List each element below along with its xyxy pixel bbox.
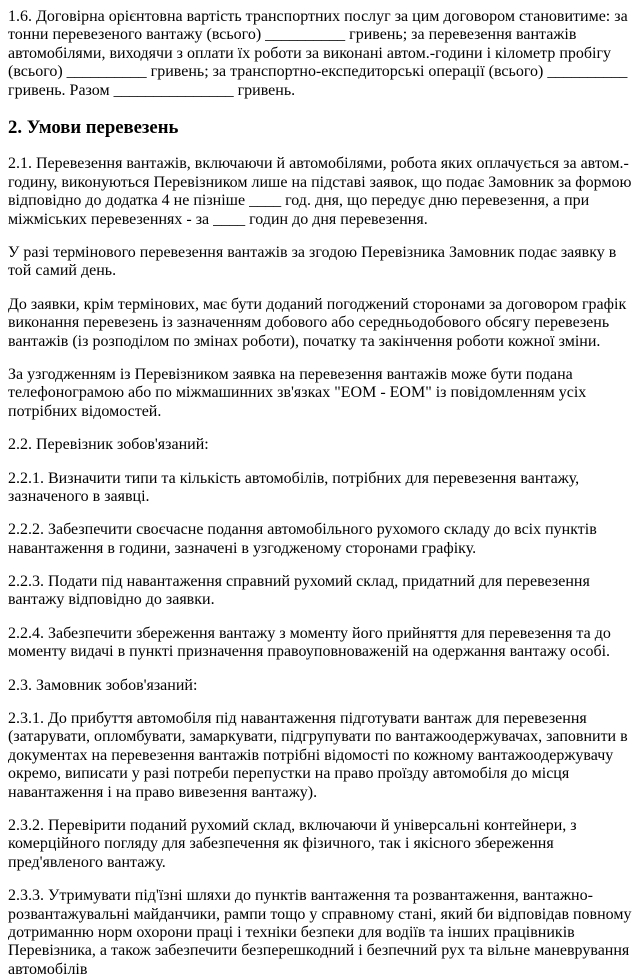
clause-2-2-3: 2.2.3. Подати під навантаження справний рухомий склад, придатний для перевезення вантажу відповідно до заявки. <box>8 573 590 609</box>
clause-2-1-eom-note: За узгодженням із Перевізником заявка на перевезення вантажів може бути подана телефонограмою або по міжмашинних зв'язках "ЕОМ - ЕОМ" із повідомленням усіх потрібних відомостей. <box>8 365 587 420</box>
clause-2-2-4: 2.2.4. Забезпечити збереження вантажу з моменту його прийняття для перевезення та до моменту видачі в пункті призначення правоуповноваженій на одержання вантажу особі. <box>8 624 611 661</box>
clause-2-3: 2.3. Замовник зобов'язаний: <box>8 676 198 694</box>
section-2-heading: 2. Умови перевезень <box>8 116 179 138</box>
clause-2-3-3: 2.3.3. Утримувати під'їзні шляхи до пунктів вантаження та розвантаження, вантажно-розвантажувальні майданчики, рампи тощо у справному стані, який би відповідав повному дотриманню норм охорони праці і техніки безпеки для водіїв та інших працівників Перевізника, а також забезпечити безперешкодний і безпечний рух та вільне маневрування автомобілів <box>8 887 632 978</box>
clause-2-3-2: 2.3.2. Перевірити поданий рухомий склад, включаючи й універсальні контейнери, з комерційного погляду для забезпечення як фізичного, так і якісного збереження пред'явленого вантажу. <box>8 817 577 871</box>
clause-2-1: 2.1. Перевезення вантажів, включаючи й автомобілями, робота яких оплачується за автом.-годину, виконуються Перевізником лише на підставі заявок, що подає Замовник за формою відповідно до додатка 4 не пізніше ____ год. дня, що передує дню перевезення, а при міжміських перевезеннях - за ____ годин до дня перевезення. <box>8 155 632 228</box>
contract-document-page <box>8 8 634 979</box>
clause-1-6: 1.6. Договірна орієнтовна вартість транспортних послуг за цим договором становитиме: за тонни перевезеного вантажу (всього) __________ гривень; за перевезення вантажів автомобілями, виходячи з оплати їх роботи за виконані автом.-години і кілометр пробігу (всього) __________ гривень; за транспортно-експедиторські операції (всього) __________ гривень. Разом _______________ гривень. <box>8 8 628 99</box>
clause-2-1-schedule-note: До заявки, крім термінових, має бути доданий погоджений сторонами за договором графік виконання перевезень із зазначенням добового або середньодобового обсягу перевезень вантажів (із розподілом по змінах роботи), початку та закінчення роботи кожної зміни. <box>8 295 627 350</box>
clause-2-2: 2.2. Перевізник зобов'язаний: <box>8 436 209 454</box>
clause-2-2-1: 2.2.1. Визначити типи та кількість автомобілів, потрібних для перевезення вантажу, зазначеного в заявці. <box>8 469 580 505</box>
clause-2-1-urgent-note: У разі термінового перевезення вантажів за згодою Перевізника Замовник подає заявку в той самий день. <box>8 244 617 280</box>
clause-2-2-2: 2.2.2. Забезпечити своєчасне подання автомобільного рухомого складу до всіх пунктів навантаження в години, зазначені в узгодженому сторонами графіку. <box>8 521 597 557</box>
clause-2-3-1: 2.3.1. До прибуття автомобіля під навантаження підготувати вантаж для перевезення (затарувати, опломбувати, замаркувати, підгрупувати по вантажоодержувачах, заповнити в документах на перевезення вантажів потрібні відомості по кожному вантажоодержувачу окремо, виписати у разі потреби перепустки на право проїзду автомобіля до місця навантаження і на право вивезення вантажу). <box>8 710 628 801</box>
